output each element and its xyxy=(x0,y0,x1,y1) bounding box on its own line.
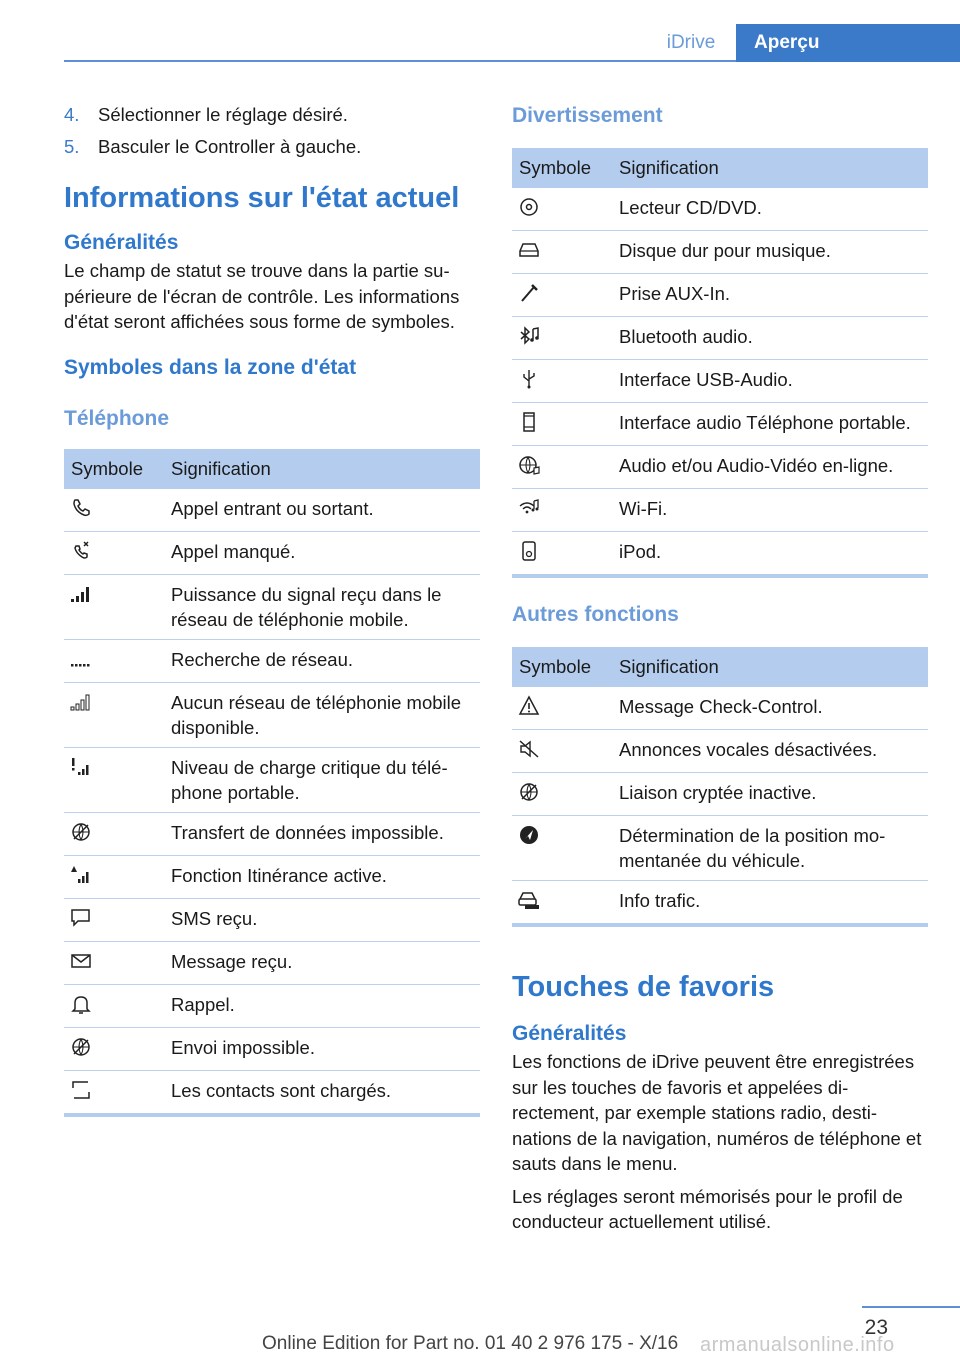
no-network-icon xyxy=(70,691,92,713)
bell-icon xyxy=(70,993,92,1015)
speaker-muted-icon xyxy=(518,738,540,760)
favorites-paragraph-2: Les réglages seront mémorisés pour le profil de conducteur actuellement utilisé. xyxy=(512,1185,903,1232)
table-row xyxy=(512,489,928,532)
table-row xyxy=(64,531,480,574)
column-header-symbol: Symbole xyxy=(512,647,611,687)
row-meaning: Interface audio Téléphone portable. xyxy=(611,403,928,446)
table-row xyxy=(64,898,480,941)
table-row xyxy=(64,1070,480,1115)
row-meaning: Lecteur CD/DVD. xyxy=(611,188,928,231)
row-meaning: Message Check-Control. xyxy=(611,687,928,730)
step-text: Basculer le Controller à gauche. xyxy=(98,136,362,157)
entertainment-symbols-table xyxy=(512,148,928,578)
row-meaning: Niveau de charge critique du téléphone portable. xyxy=(163,747,480,812)
favorites-general-heading: Généralités xyxy=(512,1022,627,1045)
row-meaning: Annonces vocales désactivées. xyxy=(611,730,928,773)
phone-heading: Téléphone xyxy=(64,406,170,430)
row-meaning: Les contacts sont chargés. xyxy=(163,1070,480,1115)
contacts-loaded-icon xyxy=(70,1079,92,1101)
table-row xyxy=(512,317,928,360)
phone-handset-icon xyxy=(70,497,92,519)
watermark: armanualsonline.info xyxy=(700,1334,895,1356)
step-text: Sélectionner le réglage désiré. xyxy=(98,104,348,125)
right-column xyxy=(512,102,928,1235)
step-4 xyxy=(64,102,480,127)
network-search-icon xyxy=(70,648,92,670)
table-row xyxy=(512,403,928,446)
row-meaning: Puissance du signal reçu dans le réseau de téléphonie mobile. xyxy=(163,574,480,639)
page-number: 23 xyxy=(864,1316,888,1339)
row-meaning: Info trafic. xyxy=(611,881,928,926)
row-meaning: Transfert de données impossible. xyxy=(163,812,480,855)
encryption-inactive-icon xyxy=(518,781,540,803)
favorites-paragraph-1: Les fonctions de iDrive peuvent être enregistrées sur les touches de favoris et appelées directement, par exemple stations radio, destinations de la navigation, numéros de téléphone et sauts dans le menu. xyxy=(512,1051,922,1174)
other-functions-table xyxy=(512,647,928,927)
row-meaning: Liaison cryptée inactive. xyxy=(611,773,928,816)
mobile-phone-icon xyxy=(518,411,540,433)
table-row xyxy=(64,1027,480,1070)
row-meaning: Recherche de réseau. xyxy=(163,639,480,682)
column-header-symbol: Symbole xyxy=(512,148,611,188)
row-meaning: Détermination de la position momentanée du véhicule. xyxy=(611,816,928,881)
disc-icon xyxy=(518,196,540,218)
row-meaning: Rappel. xyxy=(163,984,480,1027)
row-meaning: Prise AUX-In. xyxy=(611,274,928,317)
table-row xyxy=(64,574,480,639)
favorites-title: Touches de favoris xyxy=(512,971,775,1003)
table-row xyxy=(512,188,928,231)
row-meaning: SMS reçu. xyxy=(163,898,480,941)
table-row xyxy=(512,881,928,926)
table-row xyxy=(64,812,480,855)
left-column xyxy=(64,102,480,1117)
table-row xyxy=(64,855,480,898)
header-chapter-tab: Aperçu xyxy=(736,24,960,62)
wifi-icon xyxy=(518,497,540,519)
header-section-label: iDrive xyxy=(666,32,716,53)
table-row xyxy=(64,984,480,1027)
step-number: 4. xyxy=(64,104,80,125)
hard-disk-icon xyxy=(518,239,540,261)
missed-call-icon xyxy=(70,540,92,562)
step-5 xyxy=(64,134,480,159)
edition-footer: Online Edition for Part no. 01 40 2 976 175 - X/16 xyxy=(262,1333,679,1354)
status-symbols-heading: Symboles dans la zone d'état xyxy=(64,355,357,379)
table-row xyxy=(512,687,928,730)
row-meaning: Appel entrant ou sortant. xyxy=(163,489,480,532)
column-header-meaning: Signification xyxy=(163,449,480,489)
general-heading: Généralités xyxy=(64,231,179,254)
table-row xyxy=(64,747,480,812)
warning-triangle-icon xyxy=(518,695,540,717)
table-row xyxy=(512,773,928,816)
step-number: 5. xyxy=(64,136,80,157)
row-meaning: Aucun réseau de téléphonie mobile disponible. xyxy=(163,682,480,747)
other-functions-heading: Autres fonctions xyxy=(512,603,679,626)
row-meaning: Interface USB-Audio. xyxy=(611,360,928,403)
row-meaning: Appel manqué. xyxy=(163,531,480,574)
page-number-rule xyxy=(862,1306,960,1308)
row-meaning: Bluetooth audio. xyxy=(611,317,928,360)
send-failed-icon xyxy=(70,1036,92,1058)
usb-icon xyxy=(518,368,540,390)
section-title: Informations sur l'état actuel xyxy=(64,182,460,214)
ipod-icon xyxy=(518,540,540,562)
column-header-meaning: Signification xyxy=(611,148,928,188)
roaming-icon xyxy=(70,864,92,886)
envelope-icon xyxy=(70,950,92,972)
traffic-car-icon xyxy=(518,889,540,911)
general-paragraph: Le champ de statut se trouve dans la partie supérieure de l'écran de contrôle. Les informations d'état seront affichées sous forme de symboles. xyxy=(64,260,460,332)
table-row xyxy=(512,816,928,881)
table-row xyxy=(512,231,928,274)
aux-plug-icon xyxy=(518,282,540,304)
row-meaning: iPod. xyxy=(611,532,928,577)
table-row xyxy=(64,941,480,984)
table-row xyxy=(512,446,928,489)
row-meaning: Disque dur pour musique. xyxy=(611,231,928,274)
phone-symbols-table xyxy=(64,449,480,1117)
online-audio-icon xyxy=(518,454,540,476)
position-arrow-icon xyxy=(518,824,540,846)
table-row xyxy=(512,532,928,577)
table-row xyxy=(512,730,928,773)
sms-icon xyxy=(70,907,92,929)
column-header-symbol: Symbole xyxy=(64,449,163,489)
entertainment-heading: Divertissement xyxy=(512,104,663,127)
signal-strength-icon xyxy=(70,583,92,605)
bluetooth-audio-icon xyxy=(518,325,540,347)
row-meaning: Message reçu. xyxy=(163,941,480,984)
data-blocked-icon xyxy=(70,821,92,843)
table-row xyxy=(512,274,928,317)
table-row xyxy=(64,682,480,747)
row-meaning: Envoi impossible. xyxy=(163,1027,480,1070)
low-battery-icon xyxy=(70,756,92,778)
table-row xyxy=(64,639,480,682)
row-meaning: Wi-Fi. xyxy=(611,489,928,532)
row-meaning: Fonction Itinérance active. xyxy=(163,855,480,898)
table-row xyxy=(64,489,480,532)
column-header-meaning: Signification xyxy=(611,647,928,687)
table-row xyxy=(512,360,928,403)
row-meaning: Audio et/ou Audio-Vidéo en-ligne. xyxy=(611,446,928,489)
